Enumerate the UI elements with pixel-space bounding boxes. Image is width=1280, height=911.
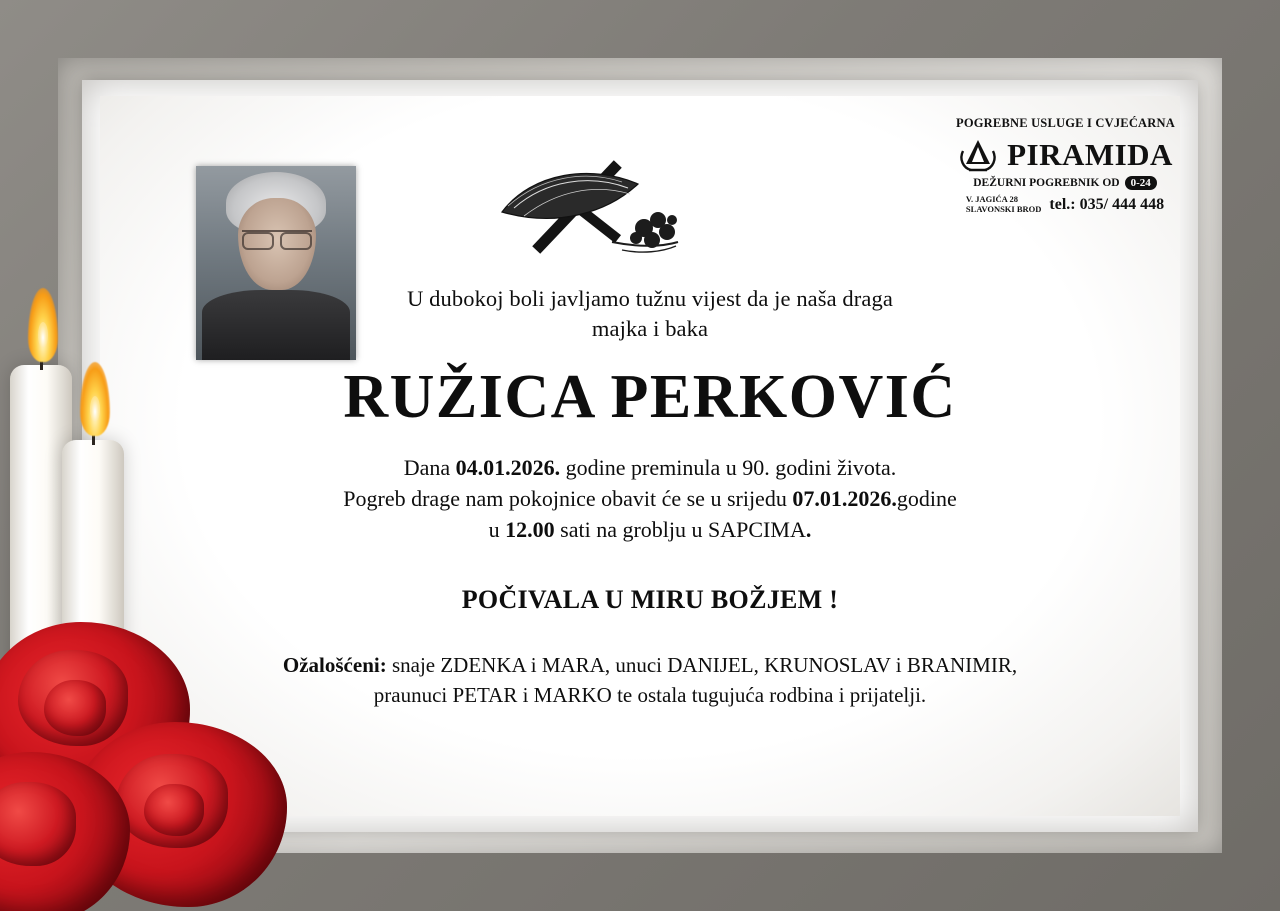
funeral-time: 12.00 xyxy=(505,517,555,542)
rest-in-peace-text: POČIVALA U MIRU BOŽJEM ! xyxy=(461,585,839,614)
funeral-home-logo xyxy=(956,116,1175,214)
mourners-label: Ožalošćeni: xyxy=(282,653,387,677)
funeral-date: 07.01.2026. xyxy=(792,486,897,511)
time-line-prefix: u xyxy=(488,517,506,542)
death-line-suffix: godine preminula u 90. godini života. xyxy=(560,455,897,480)
obituary-text xyxy=(180,284,1120,615)
deceased-name: RUŽICA PERKOVIĆ xyxy=(343,363,957,431)
intro-line-2: majka i baka xyxy=(591,316,709,341)
logo-address-line2: SLAVONSKI BROD xyxy=(965,204,1042,214)
logo-address-line1: V. JAGIĆA 28 xyxy=(965,194,1018,204)
mourners-text xyxy=(160,650,1140,710)
mourners-line-2: praunuci PETAR i MARKO te ostala tugujuća rodbina i prijatelji. xyxy=(373,683,927,707)
glasses-icon xyxy=(242,230,312,248)
logo-duty-label: DEŽURNI POGREBNIK OD xyxy=(973,177,1120,189)
cross-wreath-icon xyxy=(462,150,712,262)
pyramid-laurel-icon xyxy=(957,135,999,173)
time-line-suffix: sati na groblju u SAPCIMA xyxy=(554,517,806,542)
intro-line-1: U dubokoj boli javljamo tužnu vijest da je naša draga xyxy=(407,286,893,311)
death-line-prefix: Dana xyxy=(403,455,456,480)
logo-duty-badge: 0-24 xyxy=(1125,176,1157,190)
logo-name: PIRAMIDA xyxy=(1007,136,1173,172)
death-date: 04.01.2026. xyxy=(455,455,561,480)
logo-phone: tel.: 035/ 444 448 xyxy=(1049,196,1165,213)
funeral-line-prefix: Pogreb drage nam pokojnice obavit će se u srijedu xyxy=(343,486,793,511)
mourners-line-1: snaje ZDENKA i MARA, unuci DANIJEL, KRUNOSLAV i BRANIMIR, xyxy=(386,653,1018,677)
intro-text xyxy=(180,284,1120,344)
funeral-line-suffix: godine xyxy=(896,486,957,511)
death-details xyxy=(180,452,1120,545)
time-line-end: . xyxy=(805,517,812,542)
logo-tagline: POGREBNE USLUGE I CVJEĆARNA xyxy=(956,116,1175,130)
